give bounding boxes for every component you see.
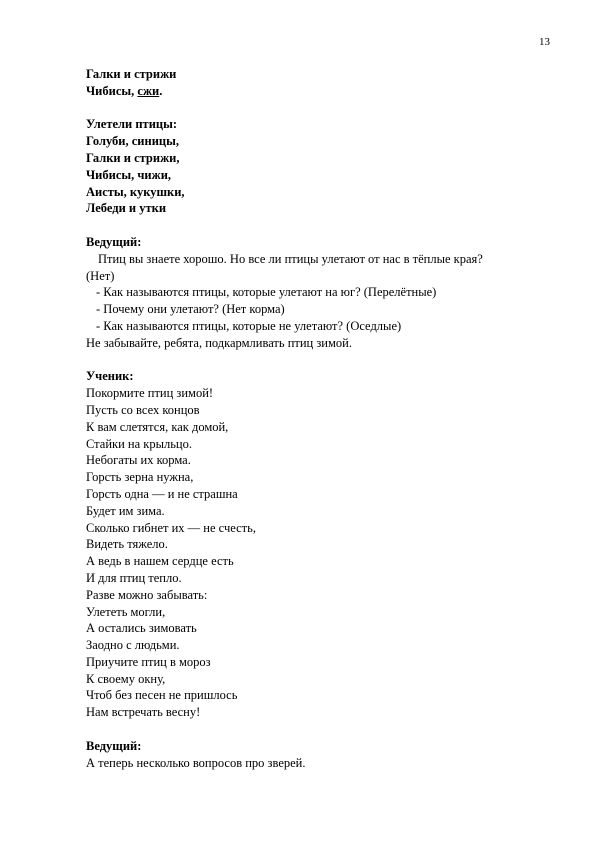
student-poem-line: Покормите птиц зимой!: [86, 386, 214, 401]
speaker-label-host: Ведущий:: [86, 738, 142, 753]
poem2-line: Галки и стрижи,: [86, 150, 180, 165]
student-poem-line: Заодно с людьми.: [86, 638, 180, 653]
student-poem-line: Видеть тяжело.: [86, 537, 168, 552]
student-poem-line: Небогаты их корма.: [86, 453, 191, 468]
host-question: - Как называются птицы, которые не улетают? (Оседлые): [96, 318, 402, 333]
poem1-line-2-prefix: Чибисы,: [86, 83, 138, 98]
student-poem-line: Нам встречать весну!: [86, 705, 201, 720]
poem2-line: Аисты, кукушки,: [86, 184, 185, 199]
poem2-line: Улетели птицы:: [86, 117, 178, 132]
student-poem-line: К своему окну,: [86, 671, 166, 686]
document-body: [86, 66, 546, 771]
spacer: [86, 721, 546, 738]
student-poem-line: Горсть зерна нужна,: [86, 470, 194, 485]
poem2-line: Чибисы, чижи,: [86, 167, 172, 182]
host-line: А теперь несколько вопросов про зверей.: [86, 755, 306, 770]
host-paragraph: Птиц вы знаете хорошо. Но все ли птицы улетают от нас в тёплые края?: [98, 251, 483, 266]
spacer: [86, 100, 546, 117]
student-poem-line: А остались зимовать: [86, 621, 197, 636]
student-poem-line: Чтоб без песен не пришлось: [86, 688, 238, 703]
spacer: [86, 352, 546, 369]
student-poem-line: Горсть одна — и не страшна: [86, 486, 238, 501]
host-closing: Не забывайте, ребята, подкармливать птиц зимой.: [86, 335, 352, 350]
poem2-line: Лебеди и утки: [86, 201, 167, 216]
student-poem-line: Пусть со всех концов: [86, 402, 200, 417]
poem1-line-2-suffix: .: [159, 83, 163, 98]
spacer: [86, 217, 546, 234]
speaker-label-student: Ученик:: [86, 369, 134, 384]
student-poem-line: Улететь могли,: [86, 604, 166, 619]
page-number: 13: [539, 36, 550, 48]
student-poem-line: Разве можно забывать:: [86, 587, 208, 602]
student-poem-line: Будет им зима.: [86, 503, 165, 518]
student-poem-line: И для птиц тепло.: [86, 570, 182, 585]
host-question: - Как называются птицы, которые улетают на юг? (Перелётные): [96, 285, 437, 300]
speaker-label-host: Ведущий:: [86, 234, 142, 249]
student-poem-line: Сколько гибнет их — не счесть,: [86, 520, 256, 535]
poem1-line-2-underlined: сжи: [137, 83, 160, 98]
host-paragraph-continuation: (Нет): [86, 268, 115, 283]
student-poem-line: К вам слетятся, как домой,: [86, 419, 229, 434]
student-poem-line: Приучите птиц в мороз: [86, 654, 211, 669]
poem2-line: Голуби, синицы,: [86, 134, 179, 149]
host-question: - Почему они улетают? (Нет корма): [96, 302, 285, 317]
student-poem-line: А ведь в нашем сердце есть: [86, 554, 234, 569]
poem1-line-1: Галки и стрижи: [86, 67, 177, 81]
student-poem-line: Стайки на крыльцо.: [86, 436, 192, 451]
poem1-line-2: [86, 83, 546, 100]
